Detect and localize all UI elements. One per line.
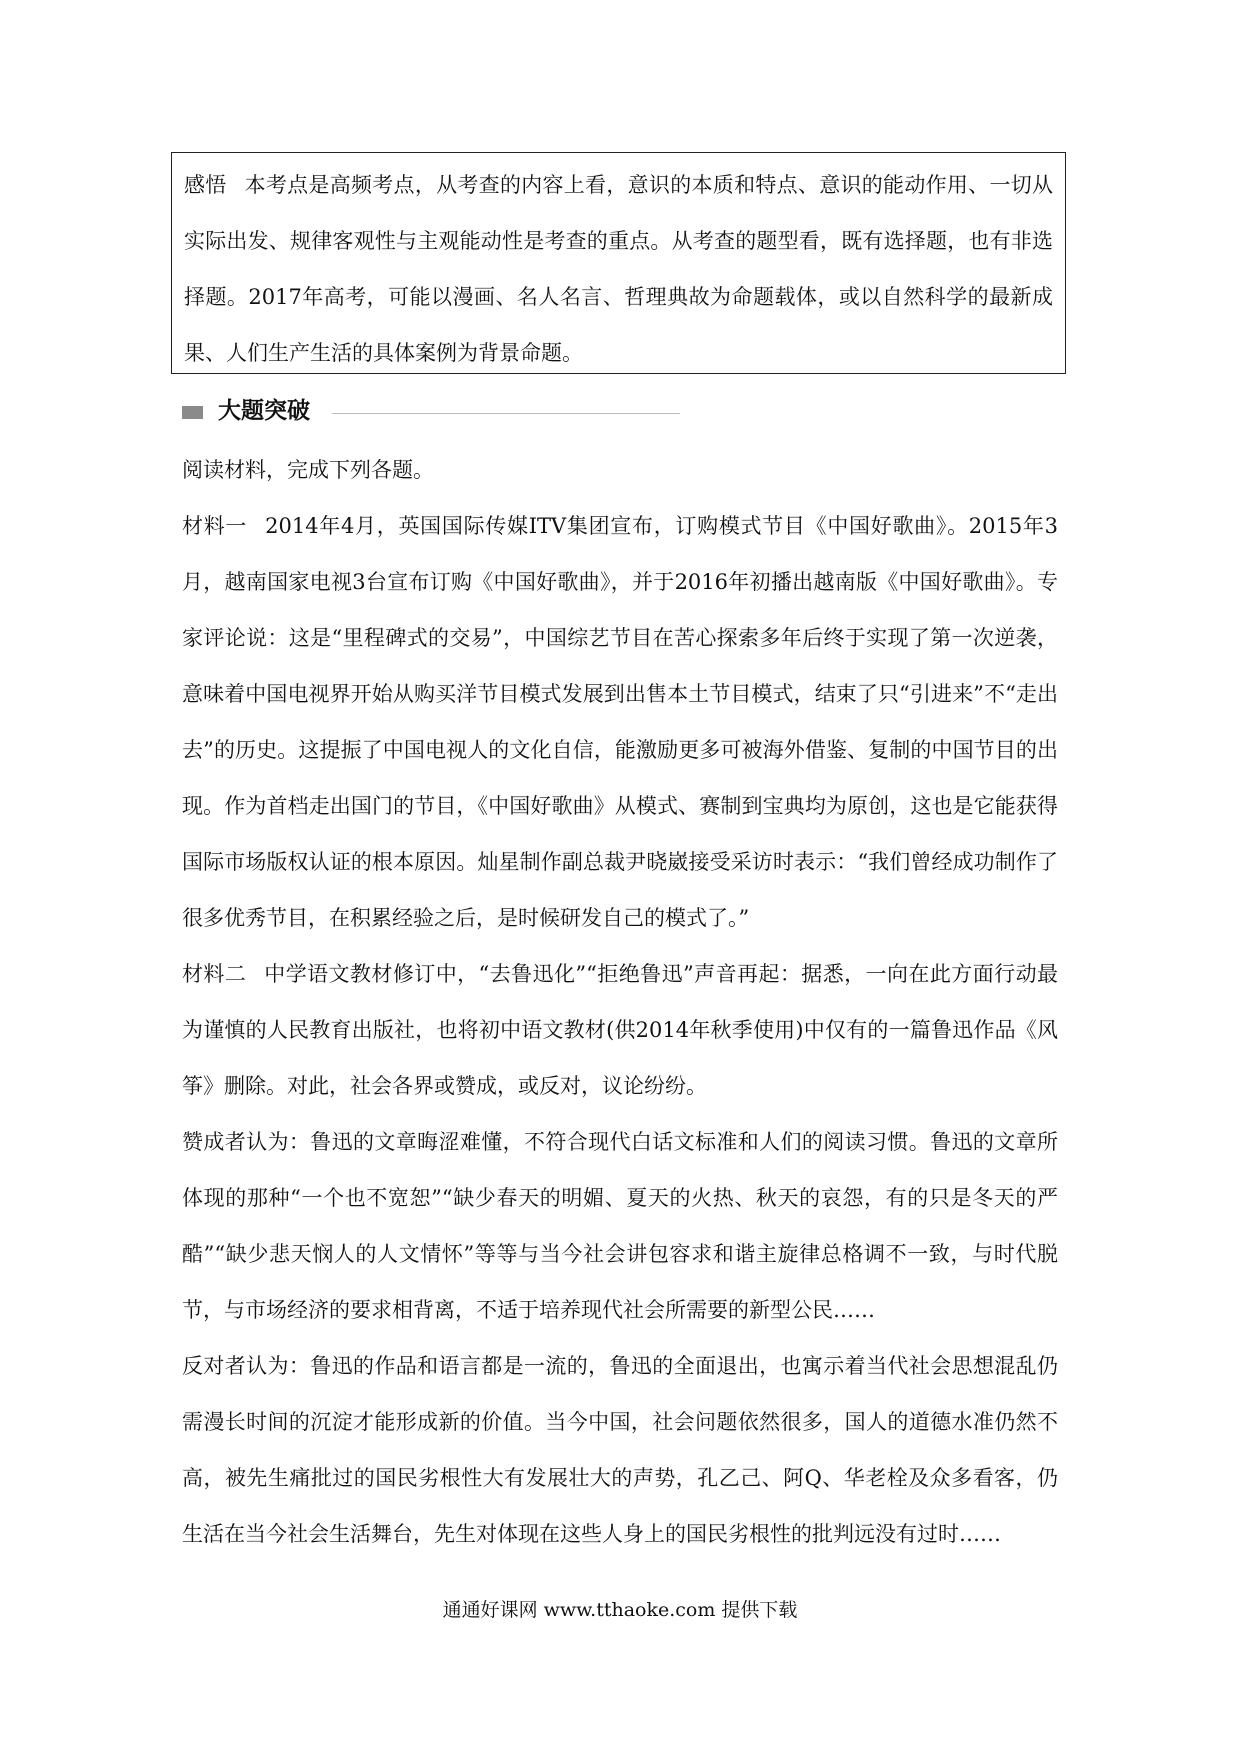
opponents-paragraph: 反对者认为：鲁迅的作品和语言都是一流的，鲁迅的全面退出，也寓示着当代社会思想混乱仍需漫长时间的沉淀才能形成新的价值。当今中国，社会问题依然很多，国人的道德水准仍然不高，被先生痛批过的国民劣根性大有发展壮大的声势，孔乙己、阿Q、华老栓及众多看客，仍生活在当今社会生活舞台，先生对体现在这些人身上的国民劣根性的批判远没有过时…… (182, 1354, 1058, 1546)
material-one-paragraph (182, 498, 1058, 946)
insight-paragraph (184, 157, 1053, 381)
material-two-label: 材料二 (182, 962, 247, 986)
insight-text: 本考点是高频考点，从考查的内容上看，意识的本质和特点、意识的能动作用、一切从实际出发、规律客观性与主观能动性是考查的重点。从考查的题型看，既有选择题，也有非选择题。2017年高考，可能以漫画、名人名言、哲理典故为命题载体，或以自然科学的最新成果、人们生产生活的具体案例为背景命题。 (184, 173, 1054, 365)
insight-label: 感悟 (184, 173, 227, 197)
section-marker-icon (182, 406, 203, 419)
material-one-label: 材料一 (182, 514, 248, 538)
instruction-text: 阅读材料，完成下列各题。 (182, 458, 434, 482)
section-title: 大题突破 (218, 398, 310, 424)
question-content (182, 442, 1058, 1562)
page-footer: 通通好课网 www.tthaoke.com 提供下载 (442, 1599, 798, 1621)
material-two-text: 中学语文教材修订中，“去鲁迅化”“拒绝鲁迅”声音再起：据悉，一向在此方面行动最为谨慎的人民教育出版社，也将初中语文教材(供2014年秋季使用)中仅有的一篇鲁迅作品《风筝》删除。对此，社会各界或赞成，或反对，议论纷纷。 (182, 962, 1058, 1098)
supporters-paragraph: 赞成者认为：鲁迅的文章晦涩难懂，不符合现代白话文标准和人们的阅读习惯。鲁迅的文章所体现的那种“一个也不宽恕”“缺少春天的明媚、夏天的火热、秋天的哀怨，有的只是冬天的严酷”“缺少悲天悯人的人文情怀”等等与当今社会讲包容求和谐主旋律总格调不一致，与时代脱节，与市场经济的要求相背离，不适于培养现代社会所需要的新型公民…… (182, 1130, 1058, 1322)
section-divider (332, 413, 680, 414)
insight-box (171, 152, 1066, 374)
material-two-paragraph (182, 946, 1058, 1114)
section-header (182, 392, 682, 432)
material-one-text: 2014年4月，英国国际传媒ITV集团宣布，订购模式节目《中国好歌曲》。2015年3月，越南国家电视3台宣布订购《中国好歌曲》，并于2016年初播出越南版《中国好歌曲》。专家评论说：这是“里程碑式的交易”，中国综艺节目在苦心探索多年后终于实现了第一次逆袭，意味着中国电视界开始从购买洋节目模式发展到出售本土节目模式，结束了只“引进来”不“走出去”的历史。这提振了中国电视人的文化自信，能激励更多可被海外借鉴、复制的中国节目的出现。作为首档走出国门的节目，《中国好歌曲》从模式、赛制到宝典均为原创，这也是它能获得国际市场版权认证的根本原因。灿星制作副总裁尹晓崴接受采访时表示：“我们曾经成功制作了很多优秀节目，在积累经验之后，是时候研发自己的模式了。” (182, 514, 1059, 930)
